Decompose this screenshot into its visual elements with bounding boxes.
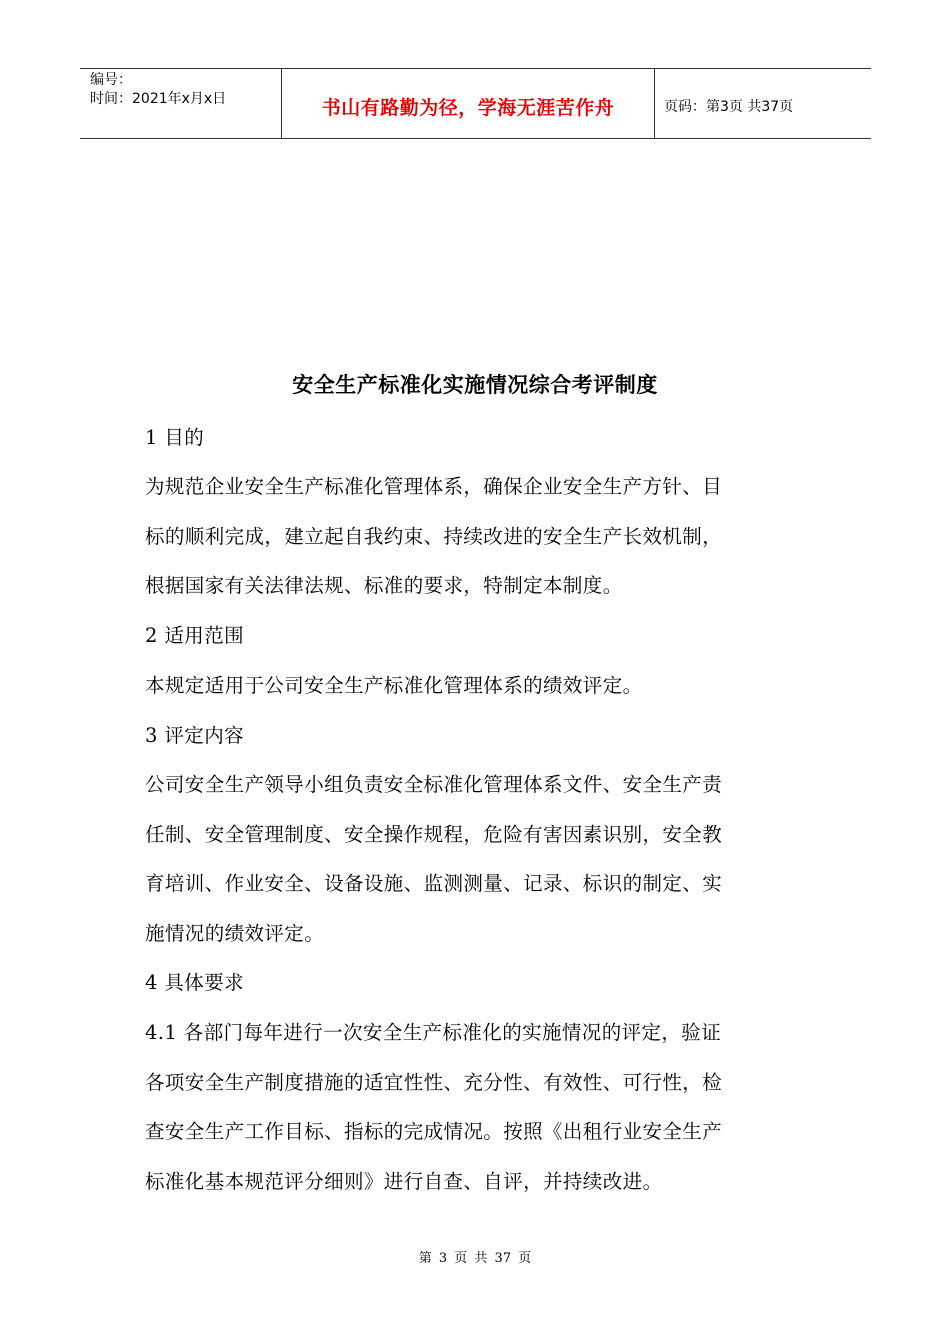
paragraph-line: 标准化基本规范评分细则》进行自查、自评，并持续改进。: [145, 1170, 663, 1193]
paragraph-line: 4.1 各部门每年进行一次安全生产标准化的实施情况的评定，验证: [145, 1021, 722, 1044]
paragraph-line: 任制、安全管理制度、安全操作规程，危险有害因素识别，安全教: [145, 823, 723, 846]
section-heading: 4 具体要求: [145, 971, 245, 994]
section-heading: 1 目的: [145, 426, 205, 449]
paragraph-line: 根据国家有关法律法规、标准的要求，特制定本制度。: [145, 574, 623, 597]
header-meta-cell: [80, 69, 281, 138]
section-heading: 3 评定内容: [145, 724, 245, 747]
document-title: 安全生产标准化实施情况综合考评制度: [292, 373, 658, 397]
document-number-label: 编号：: [90, 72, 132, 88]
header-motto-cell: [281, 69, 655, 138]
paragraph-line: 各项安全生产制度措施的适宜性性、充分性、有效性、可行性，检: [145, 1071, 723, 1094]
header-table: [80, 68, 871, 139]
section-heading: 2 适用范围: [145, 624, 245, 647]
paragraph-line: 查安全生产工作目标、指标的完成情况。按照《出租行业安全生产: [145, 1120, 723, 1143]
header-page-info: 页码：第3页 共37页: [664, 99, 794, 115]
paragraph-line: 施情况的绩效评定。: [145, 922, 325, 945]
paragraph-line: 标的顺利完成，建立起自我约束、持续改进的安全生产长效机制，: [145, 525, 723, 548]
page-footer: 第 3 页 共 37 页: [418, 1251, 532, 1266]
paragraph-line: 本规定适用于公司安全生产标准化管理体系的绩效评定。: [145, 674, 643, 697]
paragraph-line: 公司安全生产领导小组负责安全标准化管理体系文件、安全生产责: [145, 773, 723, 796]
header-motto: 书山有路勤为径，学海无涯苦作舟: [321, 97, 615, 119]
document-date-label: 时间：2021年x月x日: [90, 91, 227, 107]
header-page-cell: [654, 69, 871, 138]
paragraph-line: 为规范企业安全生产标准化管理体系，确保企业安全生产方针、目: [145, 475, 723, 498]
paragraph-line: 育培训、作业安全、设备设施、监测测量、记录、标识的制定、实: [145, 872, 723, 895]
